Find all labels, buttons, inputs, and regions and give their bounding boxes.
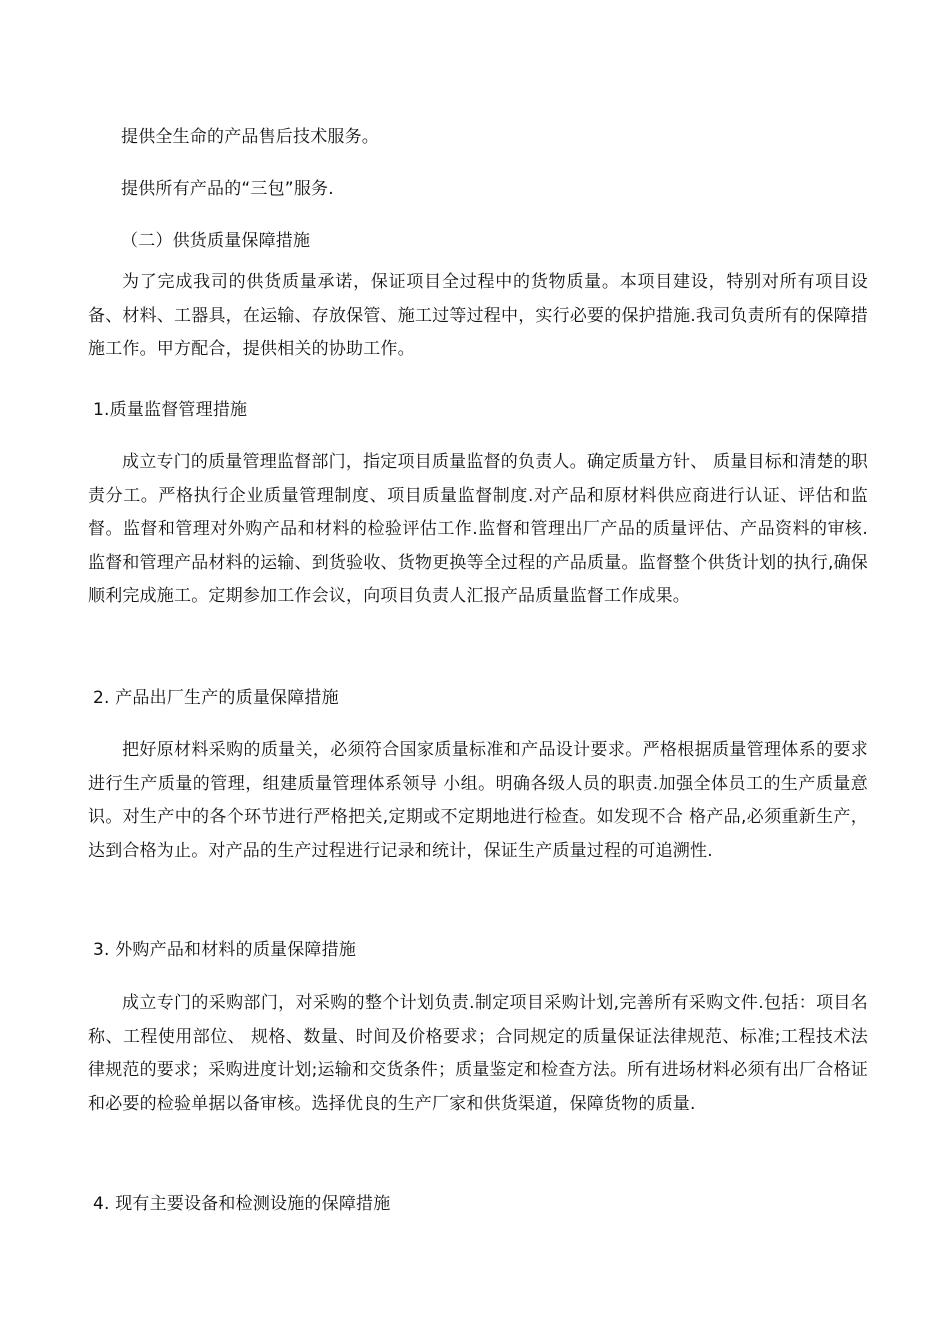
heading-purchased-materials: 3. 外购产品和材料的质量保障措施 [93, 940, 357, 960]
purchased-materials-paragraph: 成立专门的采购部门，对采购的整个计划负责.制定项目采购计划,完善所有采购文件.包括：项目名称、工程使用部位、 规格、数量、时间及价格要求；合同规定的质量保证法律规范、标准;工程技术法律规范的要求；采购进度计划;运输和交货条件；质量鉴定和检查方法。所有进场材料必须有出厂合格证和必要的检验单据以备审核。选择优良的生产厂家和供货渠道，保障货物的质量. [88, 993, 868, 1114]
quality-supervision-paragraph: 成立专门的质量管理监督部门，指定项目质量监督的负责人。确定质量方针、 质量目标和清楚的职责分工。严格执行企业质量管理制度、项目质量监督制度.对产品和原材料供应商进行认证、评估和监督。监督和管理对外购产品和材料的检验评估工作.监督和管理出厂产品的质量评估、产品资料的审核. 监督和管理产品材料的运输、到货验收、货物更换等全过程的产品质量。监督整个供货计划的执行,确保顺利完成施工。定期参加工作会议，向项目负责人汇报产品质量监督工作成果。 [88, 452, 868, 606]
production-quality-paragraph: 把好原材料采购的质量关，必须符合国家质量标准和产品设计要求。严格根据质量管理体系的要求进行生产质量的管理，组建质量管理体系领导 小组。明确各级人员的职责.加强全体员工的生产质量意识。对生产中的各个环节进行严格把关,定期或不定期地进行检查。如发现不合 格产品,必须重新生产，达到合格为止。对产品的生产过程进行记录和统计，保证生产质量过程的可追溯性. [88, 740, 868, 861]
text-line-three-guarantees: 提供所有产品的“三包”服务. [121, 179, 334, 199]
heading-production-quality: 2. 产品出厂生产的质量保障措施 [93, 688, 339, 708]
intro-paragraph: 为了完成我司的供货质量承诺，保证项目全过程中的货物质量。本项目建设，特别对所有项目设备、材料、工器具，在运输、存放保管、施工过等过程中，实行必要的保护措施.我司负责所有的保障措施工作。甲方配合，提供相关的协助工作。 [88, 272, 868, 359]
heading-equipment-facilities: 4. 现有主要设备和检测设施的保障措施 [93, 1194, 391, 1214]
subsection-heading: （二）供货质量保障措施 [121, 231, 311, 251]
heading-quality-supervision: 1.质量监督管理措施 [93, 400, 248, 420]
text-line-after-sales: 提供全生命的产品售后技术服务。 [121, 127, 379, 147]
